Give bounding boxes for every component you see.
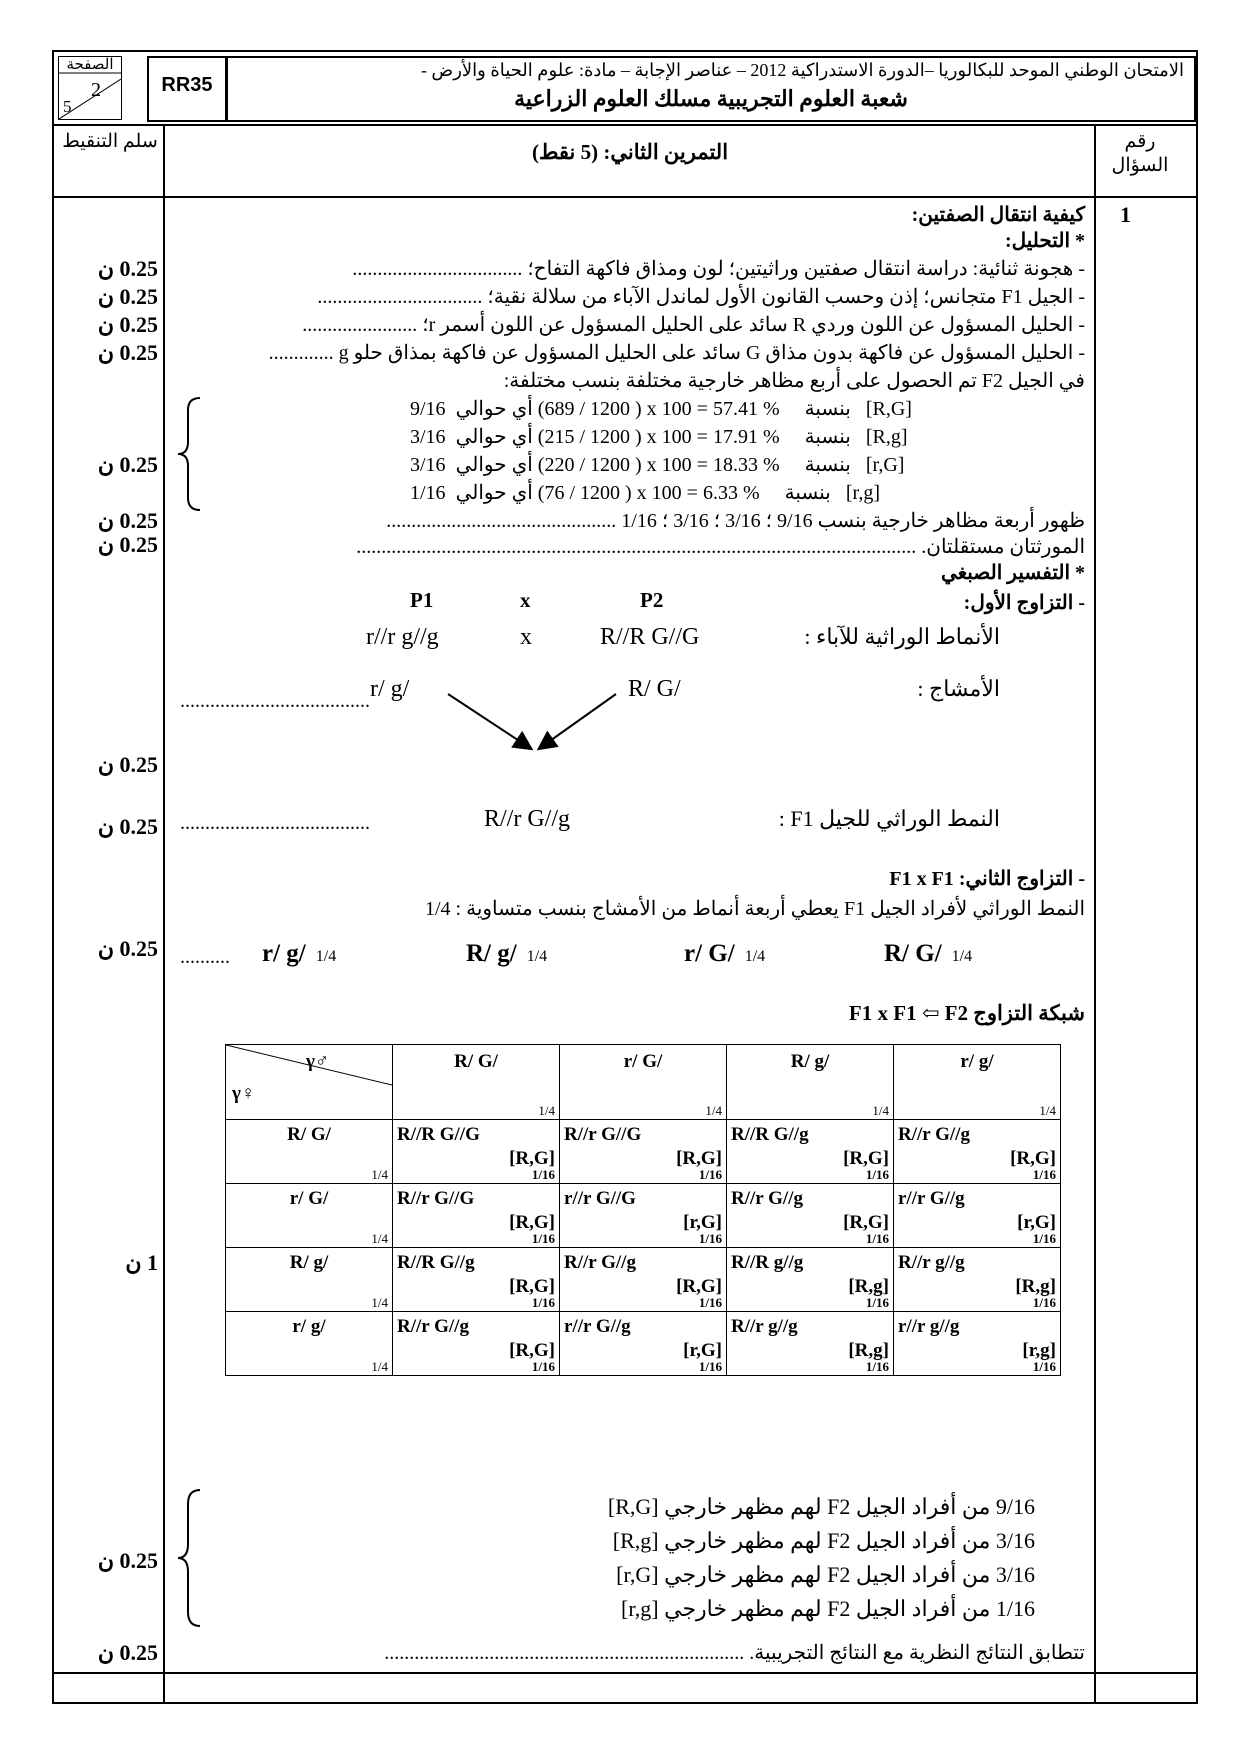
row-gamete: R/ g/ 1/4 [226,1248,393,1312]
score: 0.25 ن [97,284,158,309]
ratio-fraction: 3/16 [410,426,446,448]
analysis-line: - الحليل المسؤول عن اللون وردي R سائد على الحليل المسؤول عن اللون أسمر r؛ ....................... [302,314,1085,336]
punnett-cell: R//r G//g [R,G] 1/16 [894,1120,1061,1184]
gamete1: r/ g/ [370,676,410,702]
exercise-title: التمرين الثاني: (5 نقط) [531,140,729,164]
f1-gamete: R/ G/ 1/4 [884,940,973,967]
ratio-approx: أي حوالي [455,454,533,476]
cross2-label: - التزاوج الثاني: F1 x F1 [889,868,1085,890]
score: 0.25 ن [97,936,158,961]
analysis-line: - الحليل المسؤول عن فاكهة بدون مذاق G سائد على الحليل المسؤول عن فاكهة بمذاق حلو g ............. [268,342,1085,364]
ratio-calc: (220 / 1200 ) x 100 = 18.33 % [537,454,780,476]
score: 0.25 ن [97,508,158,533]
punnett-cell: r//r g//g [r,g] 1/16 [894,1312,1061,1376]
punnett-cell: R//r G//G [R,G] 1/16 [560,1120,727,1184]
result-line: 3/16 من أفراد الجيل F2 لهم مظهر خارجي [R,g] [612,1528,1035,1553]
exam-subtitle: شعبة العلوم التجريبية مسلك العلوم الزراعية [514,86,908,111]
punnett-cell: R//r G//g [R,G] 1/16 [727,1184,894,1248]
ratio-brace [176,396,206,512]
result-line: 3/16 من أفراد الجيل F2 لهم مظهر خارجي [r,G] [616,1562,1035,1587]
f1-gamete: r/ g/ 1/4 [262,940,337,967]
male-gamete-label: γ♂ [306,1051,330,1072]
ratio-approx: أي حوالي [455,482,533,504]
ratio-text: بنسبة [804,426,851,448]
score-column-border [163,124,165,1702]
gametes-label: الأمشاج : [917,676,1000,701]
exam-code-box [147,56,227,122]
result-line: 9/16 من أفراد الجيل F2 لهم مظهر خارجي [R,G] [607,1494,1035,1519]
column-gamete: r/ g/ 1/4 [894,1045,1061,1120]
parent1-label: P1 [410,588,434,612]
ratio-approx: أي حوالي [455,426,533,448]
score: 0.25 ن [97,814,158,839]
parent2-label: P2 [640,588,664,612]
exam-code: RR35 [161,74,213,96]
page-total: 5 [63,97,72,116]
punnett-corner [226,1045,393,1120]
gamete2: R/ G/ [628,676,681,702]
punnett-cell: r//r G//g [r,G] 1/16 [894,1184,1061,1248]
ratio-calc: (215 / 1200 ) x 100 = 17.91 % [537,426,780,448]
ratio-phenotype: [R,G] [865,398,912,420]
punnett-cell: R//r g//g [R,g] 1/16 [727,1312,894,1376]
punnett-cell: r//r G//G [r,G] 1/16 [560,1184,727,1248]
cross-symbol: x [520,588,531,612]
punnett-cell: R//r g//g [R,g] 1/16 [894,1248,1061,1312]
page-number-box [58,56,122,120]
column-gamete: r/ G/ 1/4 [560,1045,727,1120]
ratio-fraction: 1/16 [410,482,446,504]
ratio-row [410,396,912,421]
punnett-cell: R//r G//g [R,G] 1/16 [393,1312,560,1376]
column-gamete: R/ G/ 1/4 [393,1045,560,1120]
score: 0.25 ن [97,312,158,337]
score: 0.25 ن [97,452,158,477]
female-gamete-label: γ♀ [232,1083,256,1104]
four-phenotypes-line: ظهور أربعة مظاهر خارجية بنسب 9/16 ؛ 3/16 ؛ 3/16 ؛ 1/16 .............................................. [386,510,1085,532]
f1-genotype: R//r G//g [484,806,571,832]
column-gamete: R/ g/ 1/4 [727,1045,894,1120]
punnett-square [225,1044,1061,1376]
score: 0.25 ن [97,256,158,281]
ratio-text: بنسبة [804,454,851,476]
ratio-text: بنسبة [804,398,851,420]
dots: ...................................... [180,812,370,834]
ratio-fraction: 9/16 [410,398,446,420]
section-heading: كيفية انتقال الصفتين: [911,204,1085,226]
f2-intro: في الجيل F2 تم الحصول على أربع مظاهر خارجية مختلفة بنسب مختلفة: [503,370,1085,392]
score: 0.25 ن [97,532,158,557]
row-gamete: R/ G/ 1/4 [226,1120,393,1184]
ratio-phenotype: [R,g] [865,426,908,448]
f1-genotype-label: النمط الوراثي للجيل F1 : [778,806,1000,831]
dots: .......... [180,946,230,968]
punnett-cell: R//R g//g [R,g] 1/16 [727,1248,894,1312]
ratio-fraction: 3/16 [410,454,446,476]
question-number: 1 [1120,202,1131,227]
ratio-row [410,452,904,477]
score: 0.25 ن [97,1640,158,1665]
result-line: 1/16 من أفراد الجيل F2 لهم مظهر خارجي [r,g] [621,1596,1035,1621]
punnett-title: شبكة التزاوج F1 x F1 ⇦ F2 [848,1001,1085,1025]
parent2-genotype: R//R G//G [600,624,700,650]
row-gamete: r/ g/ 1/4 [226,1312,393,1376]
independent-genes-line: المورثتان مستقلتان. ................................................................................................................ [356,536,1085,558]
ratio-row [410,480,880,505]
page-label: الصفحة [66,57,114,73]
dots: ...................................... [180,690,370,712]
score: 0.25 ن [97,1548,158,1573]
conclusion-line: تتطابق النتائج النظرية مع النتائج التجريبية. ........................................................................ [384,1642,1085,1664]
analysis-line: - الجيل F1 متجانس؛ إذن وحسب القانون الأول لماندل الآباء من سلالة نقية؛ ................................. [317,286,1085,308]
cross1-label: - التزاوج الأول: [963,592,1085,614]
analysis-heading: * التحليل: [1004,230,1085,252]
score: 0.25 ن [97,340,158,365]
punnett-cell: R//R G//g [R,G] 1/16 [393,1248,560,1312]
chromosomal-heading: * التفسير الصبغي [940,562,1085,584]
f1-gamete: R/ g/ 1/4 [466,940,548,967]
analysis-line: - هجونة ثنائية: دراسة انتقال صفتين وراثيتين؛ لون ومذاق فاكهة التفاح؛ .................................. [352,258,1085,280]
parent1-genotype: r//r g//g [366,624,439,650]
score-column-header: سلم التنقيط [62,131,158,152]
header-separator [52,124,1198,126]
gamete-arrows [440,688,620,758]
punnett-cell: r//r G//g [r,G] 1/16 [560,1312,727,1376]
punnett-cell: R//R G//G [R,G] 1/16 [393,1120,560,1184]
punnett-cell: R//r G//G [R,G] 1/16 [393,1184,560,1248]
ratio-phenotype: [r,g] [845,482,881,504]
question-column-border [1094,124,1096,1702]
cross-symbol: x [520,624,532,650]
cross2-description: النمط الوراثي لأفراد الجيل F1 يعطي أربعة أنماط من الأمشاج بنسب متساوية : 1/4 [424,898,1085,920]
score: 1 ن [125,1250,158,1275]
f1-gamete: r/ G/ 1/4 [684,940,766,967]
page-number: 2 [91,79,101,101]
row-gamete: r/ G/ 1/4 [226,1184,393,1248]
punnett-cell: R//R G//g [R,G] 1/16 [727,1120,894,1184]
ratio-phenotype: [r,G] [865,454,905,476]
ratio-approx: أي حوالي [455,398,533,420]
title-box [226,56,1196,122]
ratio-text: بنسبة [784,482,831,504]
parents-genotypes-label: الأنماط الوراثية للآباء : [804,624,1000,649]
ratio-calc: (76 / 1200 ) x 100 = 6.33 % [537,482,760,504]
exam-title: الامتحان الوطني الموحد للبكالوريا –الدورة الاستدراكية 2012 – عناصر الإجابة – مادة: علوم الحياة والأرض - [420,60,1184,80]
ratio-row [410,424,908,449]
question-column-header: رقم السؤال [1111,131,1169,176]
footer-separator [52,1672,1198,1674]
column-header-separator [52,196,1198,198]
results-brace [176,1488,206,1628]
punnett-cell: R//r G//g [R,G] 1/16 [560,1248,727,1312]
ratio-calc: (689 / 1200 ) x 100 = 57.41 % [537,398,780,420]
score: 0.25 ن [97,752,158,777]
